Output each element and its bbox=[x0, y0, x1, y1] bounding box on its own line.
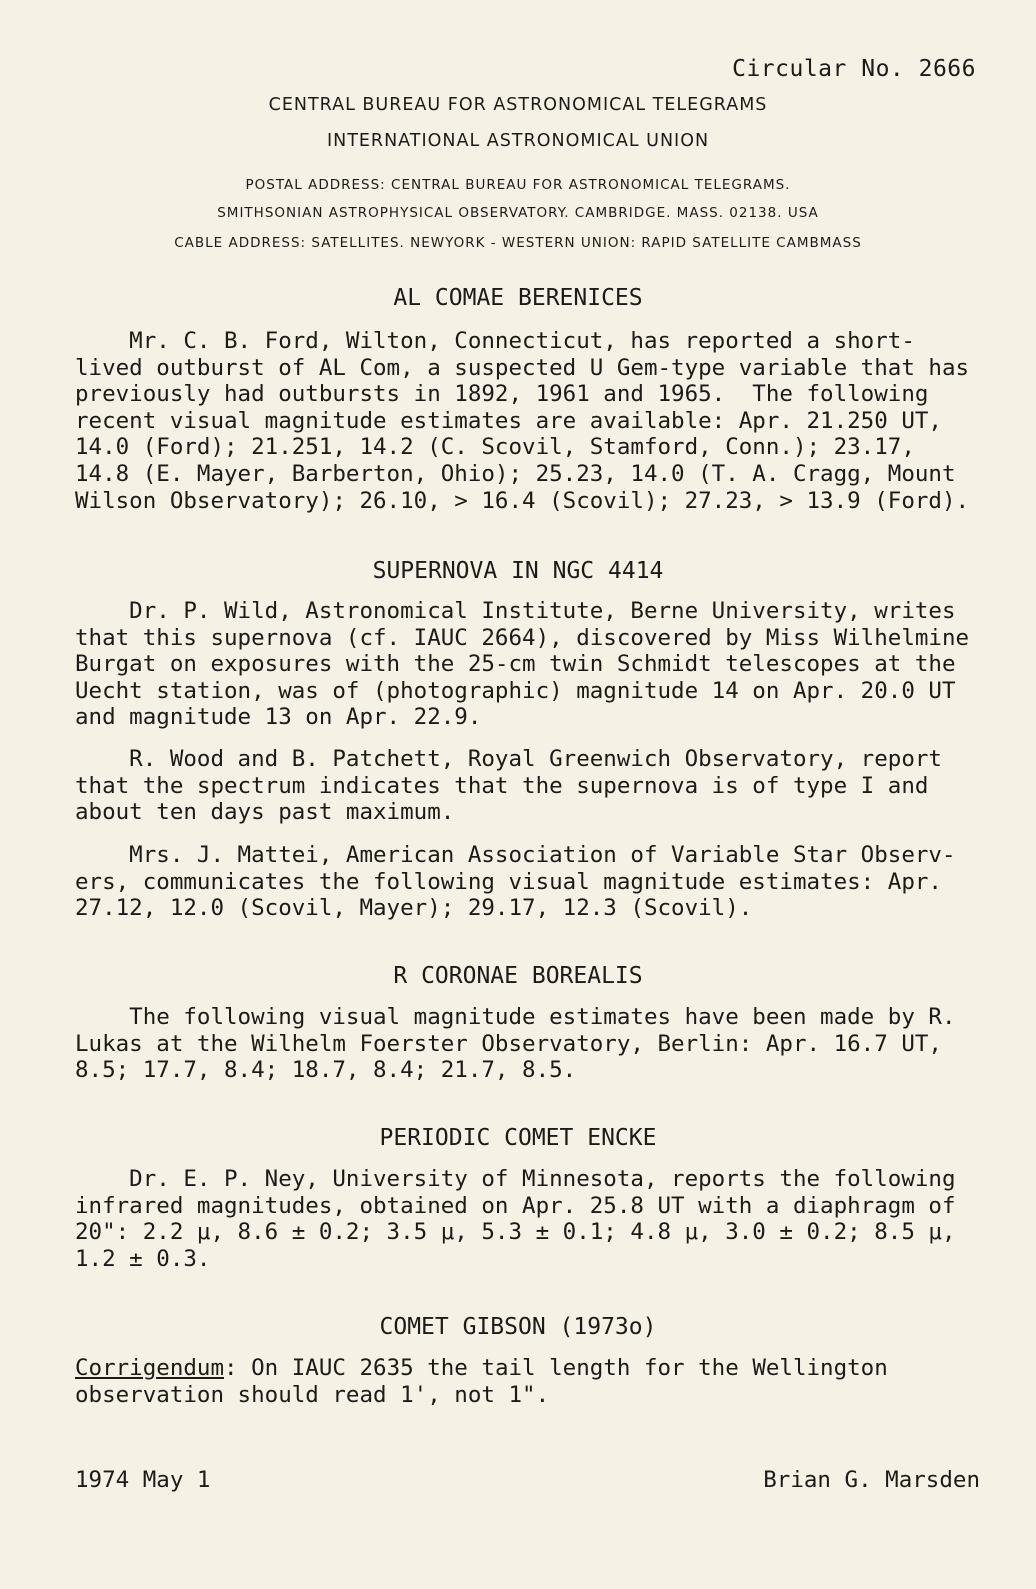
postal-address-line-1: POSTAL ADDRESS: CENTRAL BUREAU FOR ASTRONOMICAL TELEGRAMS. bbox=[245, 177, 791, 193]
paragraph-supernova-wild: Dr. P. Wild, Astronomical Institute, Berne University, writes that this supernova (cf. IAUC 2664), discovered by Miss Wilhelmine Burgat on exposures with the 25-cm twin Schmidt telescopes at the Uecht station, was of (photographic) magnitude 14 on Apr. 20.0 UT and magnitude 13 on Apr. 22.9. bbox=[75, 598, 970, 731]
bureau-title: CENTRAL BUREAU FOR ASTRONOMICAL TELEGRAMS bbox=[268, 95, 768, 115]
circular-date: 1974 May 1 bbox=[75, 1467, 211, 1493]
section-title-al-comae: AL COMAE BERENICES bbox=[393, 285, 643, 311]
section-title-comet-encke: PERIODIC COMET ENCKE bbox=[379, 1125, 657, 1151]
section-title-supernova: SUPERNOVA IN NGC 4414 bbox=[372, 558, 664, 584]
paragraph-r-coronae: The following visual magnitude estimates have been made by R. Lukas at the Wilhelm Foerster Observatory, Berlin: Apr. 16.7 UT, 8.5; 17.7, 8.4; 18.7, 8.4; 21.7, 8.5. bbox=[75, 1004, 956, 1084]
paragraph-supernova-wood: R. Wood and B. Patchett, Royal Greenwich Observatory, report that the spectrum indicates that the supernova is of type I and about ten days past maximum. bbox=[75, 746, 942, 826]
paragraph-supernova-mattei: Mrs. J. Mattei, American Association of Variable Star Observ- ers, communicates the following visual magnitude estimates: Apr. 27.12, 12.0 (Scovil, Mayer); 29.17, 12.3 (Scovil). bbox=[75, 842, 956, 922]
signature: Brian G. Marsden bbox=[763, 1467, 980, 1493]
section-title-comet-gibson: COMET GIBSON (1973o) bbox=[379, 1314, 657, 1340]
paragraph-corrigendum bbox=[75, 1355, 975, 1408]
paragraph-al-comae: Mr. C. B. Ford, Wilton, Connecticut, has reported a short- lived outburst of AL Com, a suspected U Gem-type variable that has previously had outbursts in 1892, 1961 and 1965. The following recent visual magnitude estimates are available: Apr. 21.250 UT, 14.0 (Ford); 21.251, 14.2 (C. Scovil, Stamford, Conn.); 23.17, 14.8 (E. Mayer, Barberton, Ohio); 25.23, 14.0 (T. A. Cragg, Mount Wilson Observatory); 26.10, > 16.4 (Scovil); 27.23, > 13.9 (Ford). bbox=[75, 328, 970, 514]
union-title: INTERNATIONAL ASTRONOMICAL UNION bbox=[326, 131, 710, 151]
paragraph-comet-encke: Dr. E. P. Ney, University of Minnesota, reports the following infrared magnitudes, obtained on Apr. 25.8 UT with a diaphragm of 20": 2.2 μ, 8.6 ± 0.2; 3.5 μ, 5.3 ± 0.1; 4.8 μ, 3.0 ± 0.2; 8.5 μ, 1.2 ± 0.3. bbox=[75, 1166, 956, 1272]
postal-address-line-2: SMITHSONIAN ASTROPHYSICAL OBSERVATORY. CAMBRIDGE. MASS. 02138. USA bbox=[217, 205, 819, 221]
circular-number: Circular No. 2666 bbox=[732, 56, 976, 82]
corrigendum-text: : On IAUC 2635 the tail length for the Wellington observation should read 1', not 1". bbox=[75, 1355, 888, 1408]
corrigendum-label: Corrigendum bbox=[75, 1355, 225, 1381]
cable-address: CABLE ADDRESS: SATELLITES. NEWYORK - WESTERN UNION: RAPID SATELLITE CAMBMASS bbox=[174, 235, 862, 251]
section-title-r-coronae: R CORONAE BOREALIS bbox=[393, 963, 643, 989]
